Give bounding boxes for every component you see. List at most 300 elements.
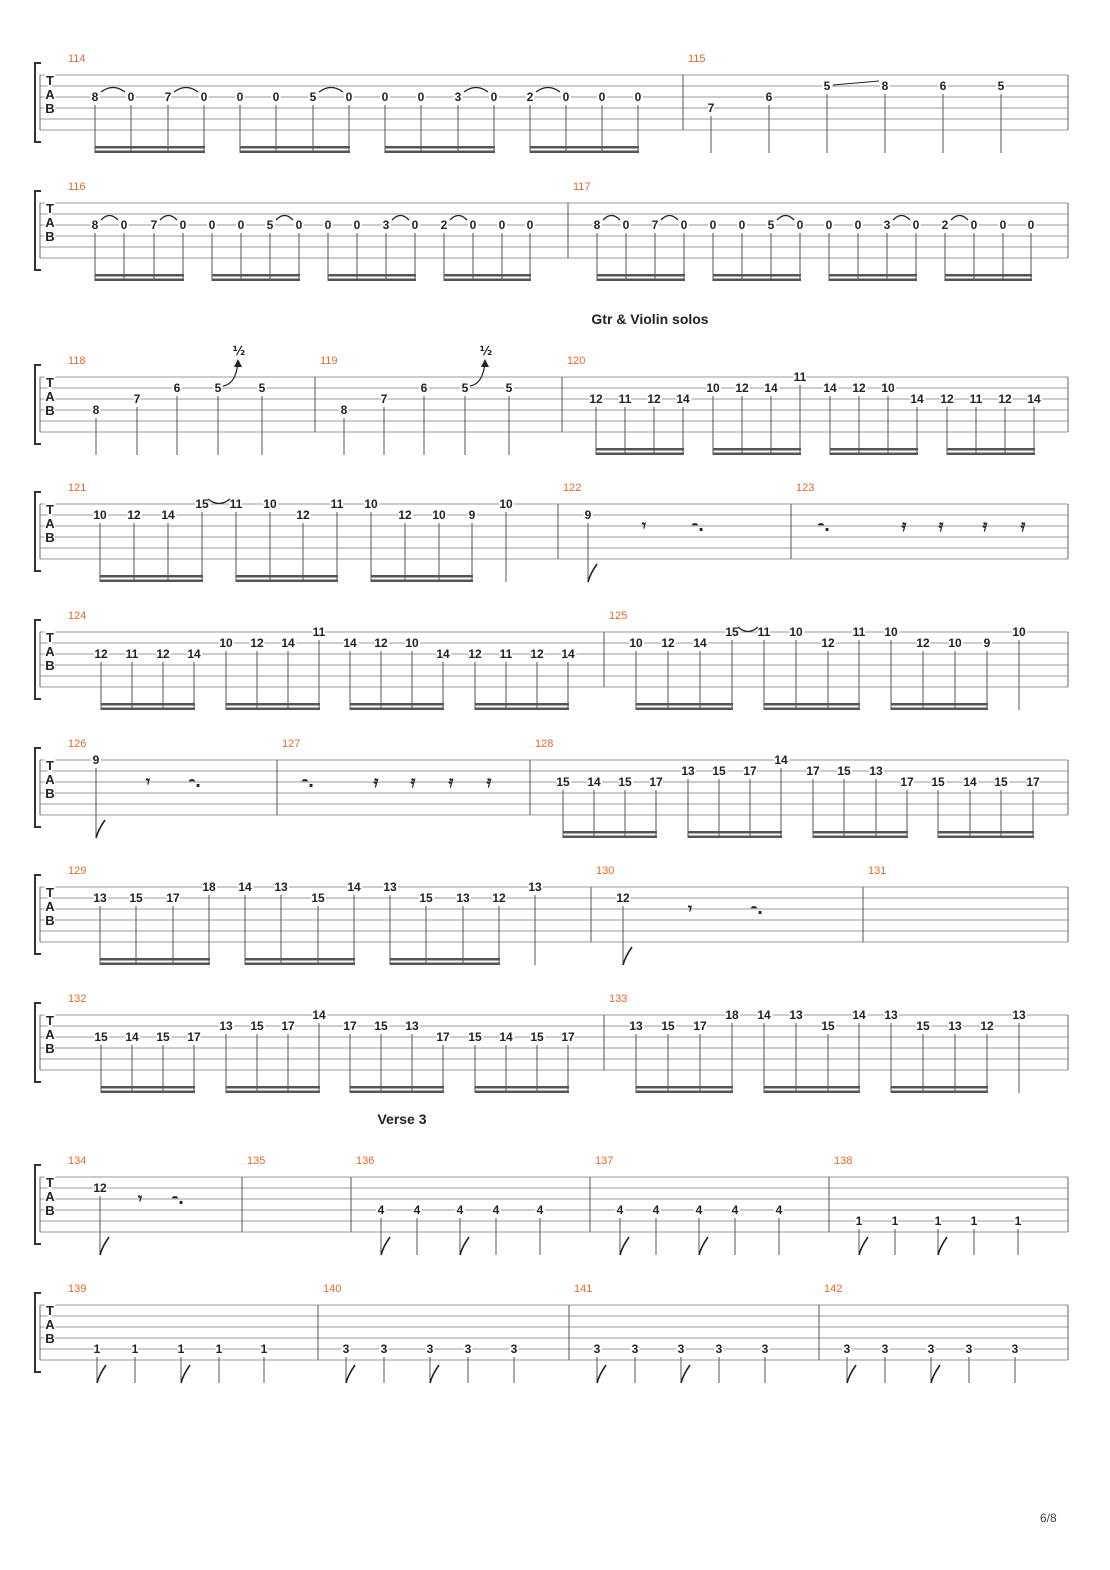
- fret-number: 0: [634, 90, 642, 104]
- fret-number: 14: [281, 636, 295, 650]
- tab-clef-letter: T: [46, 1175, 54, 1190]
- beam: [947, 453, 1035, 456]
- measure: [829, 1155, 1022, 1255]
- fret-number: 14: [963, 775, 977, 789]
- beam: [891, 708, 988, 711]
- measure-number: 131: [868, 865, 887, 877]
- tab-note: [789, 625, 803, 710]
- tab-note: [716, 1342, 723, 1383]
- tab-clef-letter: A: [45, 1189, 55, 1204]
- beam: [713, 279, 801, 282]
- beam: [563, 836, 657, 839]
- tab-note: [594, 218, 601, 281]
- tab-note: [823, 381, 837, 455]
- note-flag: [597, 1365, 606, 1383]
- note-flag: [847, 1365, 856, 1383]
- tab-note: [382, 90, 389, 153]
- beam: [101, 1091, 195, 1094]
- fret-number: 15: [195, 497, 209, 511]
- tab-note: [250, 1019, 264, 1093]
- tab-note: [92, 90, 99, 153]
- tab-note: [844, 1342, 856, 1383]
- measure: [558, 482, 704, 582]
- measure-number: 132: [68, 993, 87, 1005]
- tab-note: [725, 1008, 739, 1093]
- note-flag: [623, 947, 632, 965]
- fret-number: 0: [237, 218, 245, 232]
- tab-note: [556, 775, 570, 838]
- fret-number: 14: [764, 381, 778, 395]
- measure: [562, 355, 1041, 455]
- fret-number: 3: [510, 1342, 518, 1356]
- beam: [891, 1086, 988, 1089]
- fret-number: 13: [1012, 1008, 1026, 1022]
- fret-number: 1: [93, 1342, 101, 1356]
- fret-number: 14: [238, 880, 252, 894]
- tab-clef-letter: A: [45, 87, 55, 102]
- tab-note: [693, 1019, 707, 1093]
- tab-note: [354, 218, 361, 281]
- fret-number: 12: [661, 636, 675, 650]
- fret-number: 12: [852, 381, 866, 395]
- fret-number: 0: [498, 218, 506, 232]
- beam: [713, 274, 801, 277]
- tab-note: [599, 90, 606, 153]
- fret-number: 12: [940, 392, 954, 406]
- measure: [68, 1283, 268, 1383]
- tab-note: [263, 497, 277, 582]
- beam: [813, 831, 908, 834]
- fret-number: 0: [912, 218, 920, 232]
- fret-number: 12: [127, 508, 141, 522]
- measure: [277, 738, 493, 815]
- measure-number: 125: [609, 610, 628, 622]
- measure: [604, 610, 1026, 710]
- beam: [95, 274, 184, 277]
- tab-note: [405, 1019, 419, 1093]
- fret-number: 15: [837, 764, 851, 778]
- fret-number: 5: [258, 381, 266, 395]
- tab-clef-letter: B: [45, 1331, 55, 1346]
- measure-number: 142: [824, 1283, 843, 1295]
- fret-number: 11: [229, 497, 243, 511]
- fret-number: 13: [528, 880, 542, 894]
- tie-arc: [450, 216, 467, 221]
- tab-note: [219, 636, 233, 710]
- tab-clef-letter: A: [45, 389, 55, 404]
- measure-number: 129: [68, 865, 87, 877]
- fret-number: 9: [584, 508, 592, 522]
- tab-note: [821, 1019, 835, 1093]
- tab-note: [1012, 1342, 1019, 1383]
- tab-note: [629, 1019, 643, 1093]
- fret-number: 10: [948, 636, 962, 650]
- fret-number: 10: [706, 381, 720, 395]
- fret-number: 11: [852, 625, 866, 639]
- fret-number: 17: [187, 1030, 201, 1044]
- fret-number: 15: [311, 891, 325, 905]
- beam: [764, 1086, 860, 1089]
- fret-number: 13: [884, 1008, 898, 1022]
- tab-note: [948, 636, 962, 710]
- tab-note: [94, 1030, 108, 1093]
- tie-arc: [101, 216, 118, 221]
- fret-number: 18: [202, 880, 216, 894]
- measure: [68, 610, 575, 710]
- beam: [636, 1091, 733, 1094]
- fret-number: 14: [693, 636, 707, 650]
- beam: [240, 151, 350, 154]
- fret-number: 15: [374, 1019, 388, 1033]
- tab-note: [940, 79, 947, 153]
- tab-note: [93, 508, 107, 582]
- tab-note: [619, 392, 632, 455]
- tab-note: [156, 647, 170, 710]
- tab-note: [994, 775, 1008, 838]
- tie-arc: [777, 216, 794, 221]
- fret-number: 14: [343, 636, 357, 650]
- note-flag: [381, 1237, 390, 1255]
- tab-clef-letter: T: [46, 885, 54, 900]
- slide-line: [833, 81, 879, 85]
- beam: [350, 1086, 444, 1089]
- tab-note: [616, 891, 632, 965]
- fret-number: 0: [598, 90, 606, 104]
- tab-note: [661, 636, 675, 710]
- tab-note: [910, 392, 924, 455]
- tab-note: [712, 764, 726, 838]
- tab-note: [455, 90, 462, 153]
- fret-number: 1: [970, 1214, 978, 1228]
- tab-note: [94, 647, 108, 710]
- fret-number: 3: [927, 1342, 935, 1356]
- fret-number: 15: [156, 1030, 170, 1044]
- tab-note: [125, 1030, 139, 1093]
- tie-arc: [661, 216, 678, 221]
- fret-number: 11: [125, 647, 139, 661]
- fret-number: 3: [593, 1342, 601, 1356]
- fret-number: 12: [296, 508, 310, 522]
- tie-arc: [319, 88, 343, 93]
- fret-number: 3: [382, 218, 390, 232]
- tab-note: [561, 1030, 575, 1093]
- tab-note: [794, 370, 807, 455]
- tab-note: [156, 1030, 170, 1093]
- tab-note: [735, 381, 749, 455]
- bend-arrow: [481, 359, 489, 367]
- tie-arc: [464, 88, 488, 93]
- rest-symbol: 𝄿: [486, 772, 492, 791]
- tab-note: [971, 1214, 978, 1255]
- beam: [101, 703, 195, 706]
- fret-number: 17: [436, 1030, 450, 1044]
- fret-number: 14: [852, 1008, 866, 1022]
- fret-number: 5: [823, 79, 831, 93]
- fret-number: 11: [757, 625, 771, 639]
- tab-note: [530, 647, 544, 710]
- fret-number: 10: [263, 497, 277, 511]
- tab-system: [35, 311, 1068, 455]
- fret-number: 13: [405, 1019, 419, 1033]
- tab-clef-letter: B: [45, 658, 55, 673]
- fret-number: 0: [562, 90, 570, 104]
- beam: [530, 146, 639, 149]
- tab-clef-letter: B: [45, 530, 55, 545]
- note-flag: [681, 1365, 690, 1383]
- fret-number: 12: [492, 891, 506, 905]
- fret-number: 17: [1026, 775, 1040, 789]
- beam: [100, 958, 210, 961]
- measure: [604, 993, 1026, 1093]
- tab-note: [884, 625, 898, 710]
- fret-number: 0: [469, 218, 477, 232]
- fret-number: 13: [274, 880, 288, 894]
- beam: [829, 279, 917, 282]
- measure-number: 126: [68, 738, 87, 750]
- measure: [683, 53, 1005, 153]
- rest-symbol: 𝄼.: [691, 516, 705, 535]
- beam: [385, 146, 495, 149]
- beam: [95, 279, 184, 282]
- measure: [819, 1283, 1019, 1383]
- fret-number: 3: [1011, 1342, 1019, 1356]
- tab-note: [853, 625, 866, 710]
- fret-number: 11: [312, 625, 326, 639]
- fret-number: 10: [364, 497, 378, 511]
- fret-number: 17: [343, 1019, 357, 1033]
- fret-number: 14: [125, 1030, 139, 1044]
- tab-note: [383, 218, 390, 281]
- measure: [569, 1283, 769, 1383]
- measure-number: 137: [595, 1155, 614, 1167]
- tab-note: [855, 218, 862, 281]
- tab-note: [187, 1030, 201, 1093]
- fret-number: 10: [881, 381, 895, 395]
- tab-note: [414, 1203, 421, 1255]
- beam: [236, 580, 338, 583]
- fret-number: 5: [997, 79, 1005, 93]
- measure-number: 140: [323, 1283, 342, 1295]
- fret-number: 3: [881, 1342, 889, 1356]
- fret-number: 12: [530, 647, 544, 661]
- tab-note: [511, 1342, 518, 1383]
- tab-note: [589, 392, 603, 455]
- measure-number: 121: [68, 482, 87, 494]
- tab-note: [381, 392, 388, 455]
- beam: [101, 708, 195, 711]
- fret-number: 0: [709, 218, 717, 232]
- tab-note: [499, 497, 513, 582]
- fret-number: 10: [1012, 625, 1026, 639]
- tie-arc: [738, 627, 758, 632]
- fret-number: 13: [681, 764, 695, 778]
- fret-number: 0: [970, 218, 978, 232]
- measure: [863, 865, 886, 942]
- beam: [938, 831, 1034, 834]
- fret-number: 9: [468, 508, 476, 522]
- fret-number: 15: [419, 891, 433, 905]
- beam: [636, 708, 733, 711]
- fret-number: 15: [530, 1030, 544, 1044]
- fret-number: 13: [789, 1008, 803, 1022]
- fret-number: 5: [309, 90, 317, 104]
- measure: [68, 738, 201, 838]
- tab-note: [343, 1019, 357, 1093]
- fret-number: 0: [417, 90, 425, 104]
- measure: [68, 865, 542, 965]
- rest-symbol: 𝄾: [137, 1189, 143, 1208]
- measure-number: 139: [68, 1283, 87, 1295]
- tab-note: [1026, 775, 1040, 838]
- tab-note: [129, 891, 143, 965]
- fret-number: 14: [774, 753, 788, 767]
- tab-clef-letter: T: [46, 758, 54, 773]
- fret-number: 5: [767, 218, 775, 232]
- fret-number: 8: [91, 218, 99, 232]
- note-flag: [430, 1365, 439, 1383]
- tab-note: [942, 218, 949, 281]
- beam: [891, 1091, 988, 1094]
- fret-number: 15: [129, 891, 143, 905]
- note-flag: [346, 1365, 355, 1383]
- tab-note: [776, 1203, 783, 1255]
- tab-note: [852, 1008, 866, 1093]
- fret-number: 8: [593, 218, 601, 232]
- fret-number: 8: [92, 403, 100, 417]
- tab-note: [383, 880, 397, 965]
- tab-note: [405, 636, 419, 710]
- tab-note: [757, 1008, 771, 1093]
- tab-note: [310, 90, 317, 153]
- tab-clef-letter: T: [46, 630, 54, 645]
- fret-number: 11: [969, 392, 983, 406]
- fret-number: 9: [983, 636, 991, 650]
- fret-number: 12: [647, 392, 661, 406]
- fret-number: 3: [761, 1342, 769, 1356]
- beam: [390, 958, 500, 961]
- beam: [390, 963, 500, 966]
- tab-note: [465, 1342, 472, 1383]
- tab-note: [165, 90, 172, 153]
- fret-number: 14: [436, 647, 450, 661]
- fret-number: 1: [177, 1342, 185, 1356]
- fret-number: 0: [272, 90, 280, 104]
- fret-number: 4: [731, 1203, 739, 1217]
- fret-number: 12: [94, 647, 108, 661]
- tab-clef-letter: B: [45, 913, 55, 928]
- fret-number: 15: [556, 775, 570, 789]
- beam: [764, 1091, 860, 1094]
- measure-number: 115: [688, 53, 706, 65]
- tab-note: [629, 636, 643, 710]
- tab-note: [774, 753, 788, 838]
- note-flag: [460, 1237, 469, 1255]
- tab-note: [852, 381, 866, 455]
- tab-clef-letter: T: [46, 73, 54, 88]
- tab-clef-letter: A: [45, 644, 55, 659]
- note-flag: [588, 564, 597, 582]
- measure: [530, 738, 1040, 838]
- beam: [596, 453, 684, 456]
- measure-number: 116: [68, 181, 86, 193]
- fret-number: 14: [587, 775, 601, 789]
- fret-number: 3: [883, 218, 891, 232]
- tab-note: [273, 90, 280, 153]
- tab-note: [341, 403, 348, 455]
- beam: [226, 708, 320, 711]
- tab-note: [469, 508, 476, 582]
- fret-number: 0: [381, 90, 389, 104]
- tab-note: [708, 101, 715, 153]
- fret-number: 3: [380, 1342, 388, 1356]
- tab-note: [647, 392, 661, 455]
- tie-arc: [603, 216, 620, 221]
- note-flag: [97, 1365, 106, 1383]
- fret-number: 17: [166, 891, 180, 905]
- fret-number: 15: [916, 1019, 930, 1033]
- tab-note: [151, 218, 158, 281]
- tie-arc: [160, 216, 177, 221]
- rest-symbol: 𝄿: [982, 516, 988, 535]
- beam: [385, 151, 495, 154]
- fret-number: 0: [622, 218, 630, 232]
- measure-number: 120: [567, 355, 586, 367]
- fret-number: 4: [456, 1203, 464, 1217]
- beam: [100, 580, 203, 583]
- beam: [226, 1091, 320, 1094]
- tab-note: [618, 775, 632, 838]
- tab-note: [421, 381, 428, 455]
- tab-clef-letter: T: [46, 375, 54, 390]
- fret-number: 15: [661, 1019, 675, 1033]
- tab-note: [537, 1203, 544, 1255]
- measure-number: 123: [796, 482, 815, 494]
- bend-arrow: [234, 359, 242, 367]
- tab-note: [824, 79, 831, 153]
- tab-note: [499, 1030, 513, 1093]
- page-number: 6/8: [1040, 1511, 1057, 1525]
- beam: [475, 703, 569, 706]
- tab-clef-letter: B: [45, 229, 55, 244]
- tab-note: [856, 1214, 868, 1255]
- fret-number: 10: [884, 625, 898, 639]
- fret-number: 1: [891, 1214, 899, 1228]
- fret-number: 17: [806, 764, 820, 778]
- fret-number: 10: [789, 625, 803, 639]
- tab-note: [594, 1342, 606, 1383]
- note-flag: [931, 1365, 940, 1383]
- note-flag: [620, 1237, 629, 1255]
- beam: [475, 708, 569, 711]
- note-flag: [699, 1237, 708, 1255]
- fret-number: 12: [250, 636, 264, 650]
- fret-number: 1: [855, 1214, 863, 1228]
- fret-number: 4: [536, 1203, 544, 1217]
- tab-note: [208, 497, 243, 582]
- fret-number: 14: [312, 1008, 326, 1022]
- fret-number: 12: [735, 381, 749, 395]
- measure-number: 133: [609, 993, 628, 1005]
- beam: [597, 274, 685, 277]
- tab-note: [833, 79, 889, 153]
- beam: [328, 274, 416, 277]
- beam: [95, 151, 205, 154]
- rest-symbol: 𝄿: [410, 772, 416, 791]
- rest-symbol: 𝄿: [373, 772, 379, 791]
- beam: [830, 448, 918, 451]
- tab-note: [998, 79, 1005, 153]
- tab-note: [331, 497, 344, 582]
